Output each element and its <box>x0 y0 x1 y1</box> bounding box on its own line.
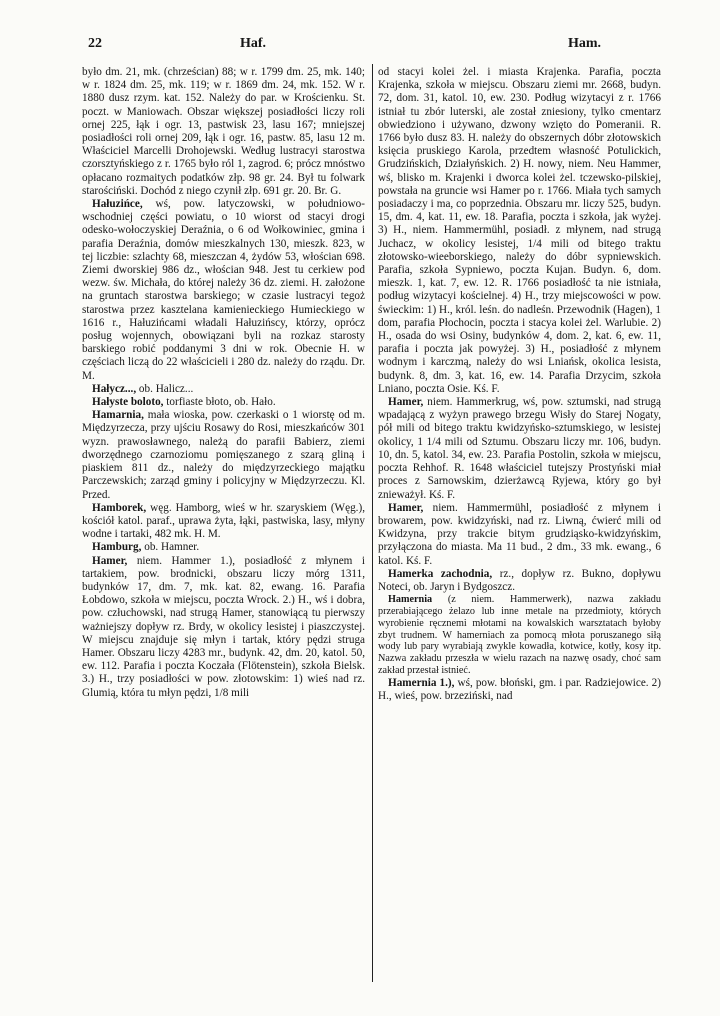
dictionary-entry <box>82 541 365 554</box>
dictionary-entry <box>378 66 661 396</box>
page-number: 22 <box>88 36 102 51</box>
entry-text: torfiaste błoto, ob. Hało. <box>163 396 276 409</box>
entry-text: ob. Halicz... <box>136 382 194 395</box>
dictionary-entry <box>82 396 365 409</box>
entry-headword: Hałyste boloto, <box>92 396 164 409</box>
entry-text: węg. Hamborg, wieś w hr. szaryskiem (Węg.), kościół katol. paraf., uprawa żyta, łąki, pastwiska, lasy, młyny wodne i tartaki, 482 mk. H. M. <box>82 501 365 541</box>
dictionary-entry <box>82 555 365 700</box>
dictionary-entry <box>82 383 365 396</box>
page-header <box>82 26 692 52</box>
entry-headword: Hamer, <box>388 501 424 514</box>
entry-text: wś, pow. błoński, gm. i par. Radziejowice. 2) H., wieś, pow. brzeziński, nad <box>378 676 661 702</box>
entry-text: niem. Hammer 1.), posiadłość z młynem i tartakiem, pow. brodnicki, obszaru liczy mórg 1311, budynków 17, dm. 7, mk. kat. 82, ewang. 16. Parafia Łobdowo, szkoła w miejscu, poczta Wrock. 2.) H., wś i dobra, pow. człuchowski, nad strugą Hamer, stanowiącą tu pierwszy ważniejszy dopływ rz. Brdy, w okolicy lesistej i piaszczystej. W miejscu znajduje się młyn i tartak, który pędzi struga Hamer. Obszaru liczy 4283 mr., budynk. 42, dm. 20, katol. 50, ew. 112. Parafia i poczta Koczała (Flötenstein), szkoła Bielsk. 3.) H., trzy posiadłości w pow. złotowskim: 1) wieś nad rz. Glumią, która tu młyn pędzi, 1/8 mili <box>82 554 365 699</box>
dictionary-entry <box>378 677 661 703</box>
entry-headword: Hamernia 1.), <box>388 676 455 689</box>
entry-text: rz., dopływ rz. Bukno, dopływu Noteci, ob. Jaryn i Bydgoszcz. <box>378 567 661 593</box>
entry-headword: Hamernia <box>388 594 433 606</box>
right-running-head: Ham. <box>568 36 602 51</box>
dictionary-entry <box>82 502 365 542</box>
entry-headword: Hamer, <box>92 554 128 567</box>
dictionary-entry <box>82 409 365 501</box>
entry-headword: Hamer, <box>388 396 424 409</box>
entry-text: od stacyi kolei żel. i miasta Krajenka. Parafia, poczta Krajenka, szkoła w miejscu. Obszaru ziemi mr. 2668, budyn. 72, dom. 31, katol. 10, ew. 230. Podług wizytacyi z r. 1766 istniał tu zbór luterski, ale został zniesiony, tylko cmentarz obwiedziono i używano, dzwony wzięto do Pomeranii. R. 1766 było dusz 83. H. należy do obszernych dóbr złotowskich księcia pruskiego Karola, przedtem własność Potulickich, Grudzińskich, Działyńskich. 2) H. nowy, niem. Neu Hammer, wś, blisko m. Krajenki i dworca kolei żel. tczewsko-pilskiej, powstała na gruncie wsi Hamer po r. 1766. Miała tych samych posiadaczy i ma, co poprzednia. Obszaru mr. liczy 525, budyn. 15, dm. 4, kat. 11, ew. 18. Parafia, poczta i szkoła, jak wyżej. 3) H., niem. Hammermühl, posiadł. z młynem, nad strugą Juchacz, w okolicy lesistej, 1/4 mili od bitego traktu złotowsko-wieeborskiego, należy do dóbr sypniewskich. Parafia, szkoła Sypniewo, poczta Kujan. Budyn. 6, dom. mieszk. 1, kat. 7, ew. 12. R. 1766 posiadłość ta nie istniała, podług wizytacyi kościelnej. 4) H., trzy miejscowości w pow. świeckim: 1) H., król. leśn. do nadleśn. Przewodnik (Hagen), 1 dom, parafia Płochocin, poczta i stacya kolei żel. Warlubie. 2) H., osada do wsi Osiny, budynków 4, dom. 2, kat. 6, ew. 11, parafia i poczta jak powyżej. 3) H., posiadłość z młynem wodnym i karczmą, należy do wsi Lniańsk, okolica lesista, budynk. 8, dm. 3, kat. 16, ew. 14. Parafia Drzycim, szkoła Lniano, poczta Osie. Kś. F. <box>378 66 661 395</box>
left-running-head: Haf. <box>240 36 267 51</box>
entry-headword: Hamerka zachodnia, <box>388 567 493 580</box>
left-column <box>82 66 365 986</box>
dictionary-page <box>82 26 692 996</box>
entry-text: wś, pow. latyczowski, w południowo-wschodniej części powiatu, o 10 wiorst od stacyi drogi odesko-wołoczyskiej Deraźnia, o 6 od Wołkowiniec, gmina i parafia Deraźnia, domów mieszkalnych 130, mieszk. 823, w tej liczbie: szlachty 68, mieszczan 4, żydów 53, włościan 698. Ziemi dworskiej 986 dz., włościan 948. Jest tu cerkiew pod wezw. św. Michała, do której należy 36 dz. ziemi. H. założone na gruntach starostwa barskiego; w czasie lustracyi tegoż starostwa przez kasztelana kamienieckiego Humieckiego w 1616 r., Hałuzińcami władali Hałuzińscy, którzy, oprócz posług wojennych, obowiązani byli na rozkaz starosty barskiego robić poddanymi 3 dni w rok. Obecnie H. w częściach liczą do 22 właścicieli i 280 dz. należy do rządu. Dr. M. <box>82 198 365 382</box>
entry-headword: Hałycz..., <box>92 382 137 395</box>
entry-text: ob. Hamner. <box>141 541 200 554</box>
entry-headword: Hamburg, <box>92 541 142 554</box>
entry-text: (z niem. Hammerwerk), nazwa zakładu przerabiającego żelazo lub inne metale na przedmioty, których wyrobienie ręcznemi młotami na kowalskich warsztatach byłoby zbyt trudnem. W hamerniach za pomocą młota poruszanego siłą wody lub pary wyrabiają zwykle kowadła, kotwice, kotły, kosy itp. Nazwa zakładu przeszła w wielu razach na nazwę osady, choć sam zakład przestał istnieć. <box>378 594 661 676</box>
dictionary-entry <box>378 594 661 677</box>
dictionary-entry <box>82 66 365 198</box>
dictionary-entry <box>82 198 365 383</box>
entry-headword: Hałuzińce, <box>92 198 143 211</box>
dictionary-entry <box>378 568 661 594</box>
entry-text: niem. Hammerkrug, wś, pow. sztumski, nad strugą wpadającą z wyżyn prawego brzegu Wisły do Starej Nogaty, pół mili od bitego traktu kwidzyńsko-sztumskiego, w lesistej okolicy, 1 1/4 mili od Sztumu. Obszaru liczy mr. 106, budyn. 10, dn. 5, katol. 34, ew. 23. Parafia Postolin, szkoła w miejscu, poczta Rehhof. R. 1648 właściciel tutejszy Prostyński miał proces z Sarnowskim, dzierżawcą Ryjewa, który go był znieważył. Kś. F. <box>378 396 661 501</box>
entry-headword: Hamarnia, <box>92 409 144 422</box>
dictionary-entry <box>378 502 661 568</box>
right-column <box>378 66 661 986</box>
entry-text: niem. Hammermühl, posiadłość z młynem i browarem, pow. kwidzyński, nad rz. Liwną, ćwierć mili od Kwidzyna, przy trakcie bitym grudziąsko-kwidzyńskim, przyłączona do miasta. Ma 11 bud., 2 dm., 33 mk. ewang., 6 katol. Kś. F. <box>378 501 661 567</box>
dictionary-entry <box>378 396 661 502</box>
text-columns <box>82 66 692 986</box>
entry-text: było dm. 21, mk. (chrześcian) 88; w r. 1799 dm. 25, mk. 140; w r. 1824 dm. 25, mk. 119; w r. 1869 dm. 24, mk. 152. W r. 1880 dusz rzym. kat. 152. Należy do par. w Krościenku. St. poczt. w Maniowach. Obszar większej posiadłości liczy roli ornej 225, łąk i ogr. 13, pastwisk 23, lasu 167; mniejszej posiadłości roli ornej 209, łąk i ogr. 16, pastw. 85, lasu 12 m. Właściciel Marcelli Drohojewski. Według lustracyi starostwa czorsztyńskiego z r. 1765 było ról 1, zagrod. 6; prócz mnóstwo opłacano rozmaitych podatków złp. 98 gr. 24. Był tu folwark starościński. Dochód z niego czynił złp. 691 gr. 20. Br. G. <box>82 66 365 197</box>
entry-text: mała wioska, pow. czerkaski o 1 wiorstę od m. Międzyrzecza, przy ujściu Rosawy do Rosi, mieszkańców 301 wyzn. prawosławnego, należą do parafii Babierz, ziemi dworzędnego czarnoziomu pomięszanego z szarą gliną i piaskiem 811 dz., należy do międzyrzeckiego majątku Parczewskich; zarząd gminy i policyjny w Międzyrzeczu. Kl. Przed. <box>82 409 365 501</box>
entry-headword: Hamborek, <box>92 501 147 514</box>
